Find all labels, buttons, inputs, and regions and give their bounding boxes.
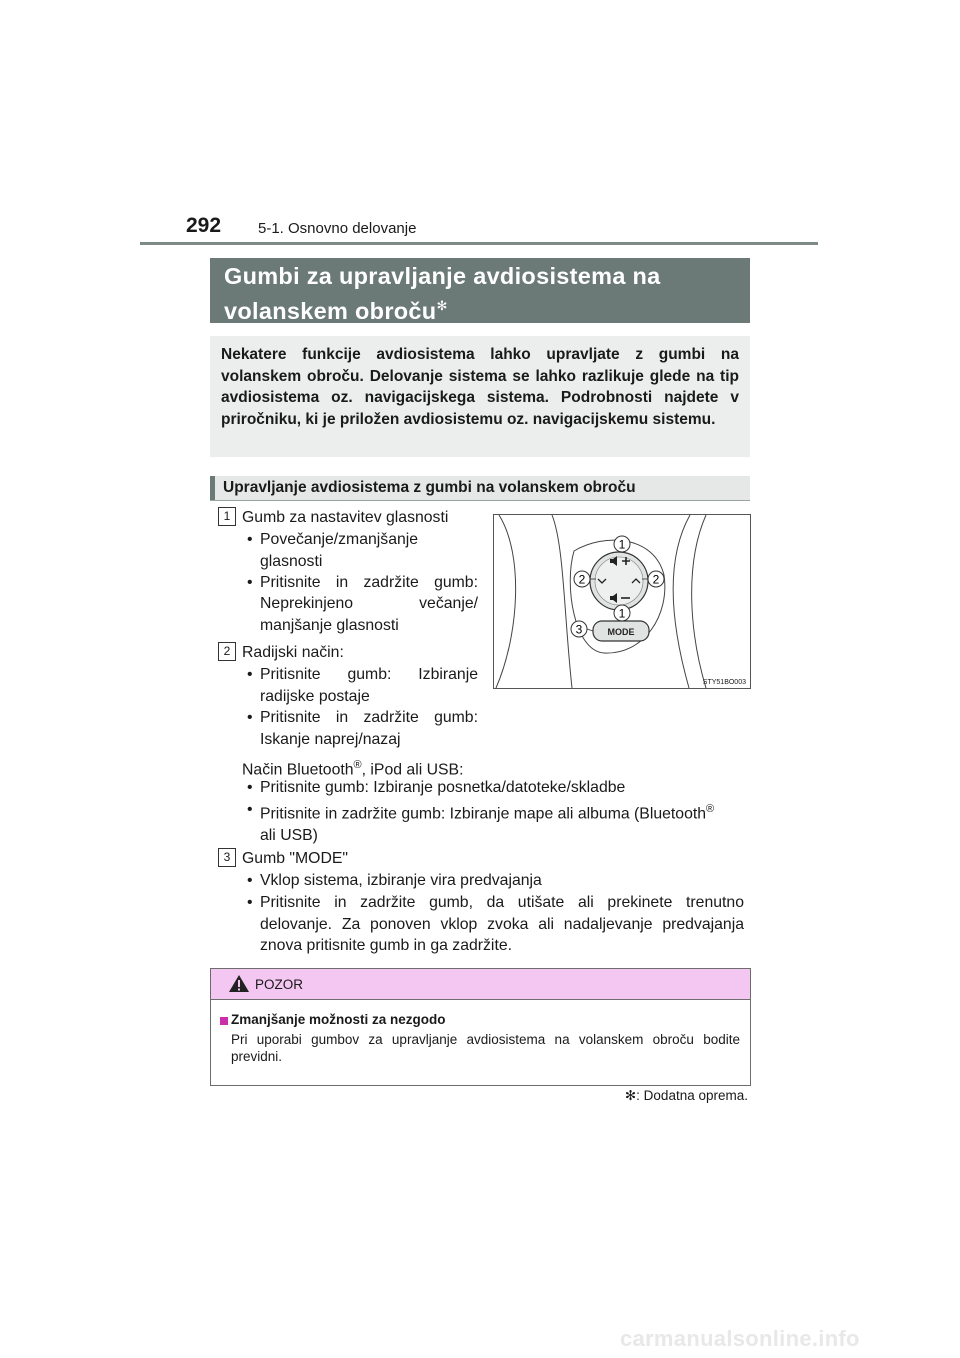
item2-bullet-1-cont: radijske postaje [260,688,370,705]
bluetooth-mode-prefix: Način Bluetooth [242,761,354,779]
square-bullet-icon [220,1017,228,1025]
subheading-bar [210,476,215,500]
callout-2-right [648,571,664,587]
callout-2-left [574,571,590,587]
page-number: 292 [186,214,222,237]
item2-bullet-3: • Pritisnite gumb: Izbiranje posnetka/datoteke/skladbe [260,777,748,799]
item2-title: Radijski način: [242,644,344,661]
svg-text:1: 1 [618,537,626,552]
callout-1-bottom [614,605,630,621]
subheading [210,476,750,501]
svg-text:3: 3 [575,622,583,637]
item2-bullet-2: • Pritisnite in zadržite gumb: [260,707,478,729]
asterisk-icon: ✻ [436,298,448,313]
steering-wheel-illustration [494,515,750,688]
figure-code: STY51BO003 [702,679,746,686]
warning-subtitle: Zmanjšanje možnosti za nezgodo [231,1012,446,1027]
registered-mark-2: ® [706,803,715,815]
item3-bullet-1: • Vklop sistema, izbiranje vira predvajanja [260,870,748,892]
item-number-2: 2 [218,642,236,661]
title-line-1: Gumbi za upravljanje avdiosistema na [224,263,661,289]
item1-bullet-2: • Pritisnite in zadržite gumb: [260,572,478,594]
page-title [224,262,661,326]
item-number-1: 1 [218,507,236,526]
warning-label: POZOR [255,977,304,992]
item3-bullet-2: • Pritisnite in zadržite gumb, da utišate ali prekinete trenutno delovanje. Za ponoven vklop zvoka ali nadaljevanje predvajanja znova pritisnite gumb in ga zadržite. [260,892,744,957]
watermark: carmanualsonline.info [620,1326,860,1351]
item2-bullet-4-suffix: ali USB) [260,826,318,844]
item-number-3: 3 [218,848,236,867]
footnote [625,1088,748,1104]
section-label: 5-1. Osnovno delovanje [258,220,417,237]
warning-icon [228,974,250,993]
item2-bullet-2-cont: Iskanje naprej/nazaj [260,731,401,748]
item2-bullet-4 [260,799,748,846]
callout-1-top [614,536,630,552]
svg-text:1: 1 [618,606,626,621]
item2-bullet-4-prefix: Pritisnite in zadržite gumb: Izbiranje mape ali albuma (Bluetooth [260,805,707,823]
asterisk-icon-footnote: ✻ [624,1088,637,1103]
header-rule [140,242,818,245]
item1-bullet-2-cont2: manjšanje glasnosti [260,617,399,634]
item1-bullet-2-cont: Neprekinjeno večanje/ [260,595,478,612]
title-line-2: volanskem obroču [224,297,437,324]
subheading-text: Upravljanje avdiosistema z gumbi na volanskem obroču [223,479,636,496]
bluetooth-mode-suffix: , iPod ali USB: [361,761,464,779]
intro-box [210,336,750,457]
intro-text: Nekatere funkcije avdiosistema lahko upravljate z gumbi na volanskem obroču. Delovanje sistema se lahko razlikuje glede na tip avdiosistema oz. navigacijskega sistema. Podrobnosti najdete v priročniku, ki je priložen avdiosistemu oz. navigacijskemu sistemu. [221,346,739,428]
item1-bullet-1: • Povečanje/zmanjšanje glasnosti [260,529,478,572]
warning-header [211,969,750,1000]
mode-button-label: MODE [607,627,635,637]
item3-title: Gumb "MODE" [242,850,349,867]
registered-mark: ® [353,759,362,771]
callout-3 [571,621,587,637]
title-band [210,258,750,323]
svg-text:2: 2 [652,572,660,587]
item2-bullet-1: • Pritisnite gumb: Izbiranje [260,664,478,686]
item1-title: Gumb za nastavitev glasnosti [242,509,449,526]
footnote-text: : Dodatna oprema. [636,1088,748,1103]
steering-wheel-figure [493,514,751,689]
warning-body: Pri uporabi gumbov za upravljanje avdiosistema na volanskem obroču bodite previdni. [231,1032,740,1064]
warning-box [210,968,751,1086]
svg-text:2: 2 [578,572,586,587]
